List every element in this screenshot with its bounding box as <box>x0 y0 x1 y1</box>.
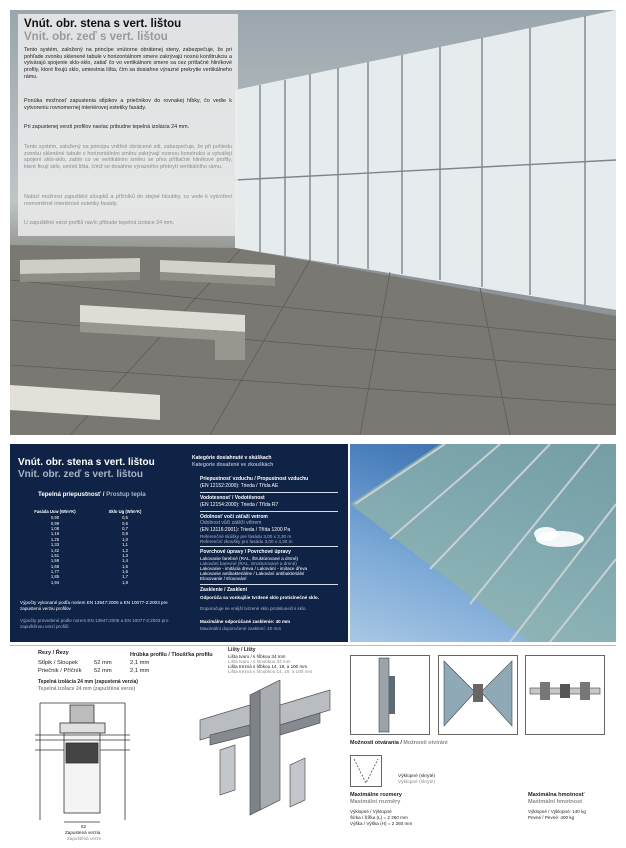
table-row <box>20 515 170 520</box>
wind-resistance-cz: Odolnost vůči zátěži větrem <box>200 520 262 526</box>
table-cell: 1,3 <box>122 552 128 558</box>
surface-item: Lakovanie - imitácia dreva / Lakování - imitace dřeva <box>200 566 308 571</box>
detail-drawing <box>439 656 517 734</box>
wind-ref-cz: Referenční zkoušky pro fasádu 3,00 x 3,30 m <box>200 539 293 544</box>
detail-drawing <box>351 656 429 734</box>
water-class: (EN 12154:2000): Trieda / Třída R7 <box>200 502 279 508</box>
table-cell: 1,8 <box>122 579 128 585</box>
glazing-title: Zasklenie / Zasklení <box>200 587 247 593</box>
surface-item: Eloxovanie / Eloxování <box>200 576 247 581</box>
facade-sky-illustration <box>350 444 616 642</box>
table-cell: 1,0 <box>122 536 128 542</box>
table-row <box>20 558 170 563</box>
top-hung-window-icon <box>350 755 382 787</box>
table-cell: 1,68 <box>50 563 60 569</box>
strip-item: Lišta tvaru / s hloubkou 34 mm <box>228 659 291 664</box>
sections-title: Rezy / Řezy <box>38 650 69 656</box>
table-cell: 1,42 <box>50 547 60 553</box>
max-weight-title-cz: Maximální hmotnost <box>528 799 583 805</box>
max-weight-tilt: Výklopné / Výklopné: 140 kg <box>528 809 586 814</box>
max-dimensions-title-sk: Maximálne rozmery <box>350 792 402 798</box>
insulation-cz: Tepelná izolace 24 mm (zapuštěná verze) <box>38 686 136 692</box>
surface-item: Lakování barevné (RAL, strukturované a drsné) <box>200 561 297 566</box>
table-cell: 1,7 <box>122 574 128 580</box>
intro-paragraph: U zapuštěné verzi profilů navíc přibude tepelná izolace 24 mm. <box>24 220 175 226</box>
thickness-title: Hrúbka profilu / Tloušťka profilu <box>130 652 213 658</box>
strip-item: Lišta trezná s hĺbkou 14, 19, a 100 mm <box>228 664 308 669</box>
table-cell: 1,16 <box>50 531 60 537</box>
transom-depth: 52 mm <box>94 668 112 674</box>
table-header <box>20 509 170 515</box>
transom-thickness: 2,1 mm <box>130 668 150 674</box>
intro-paragraph: Tento systém, založený na princípe vnútorne obrátenej steny, zabezpečuje, že pri pohľade zvonku sklenené tabule v horizontálnom smere zakrývajú nosnú konštrukciu a vytvárajú spojenie sklo-sklo, zatiaľ čo vo vertikálnom smere sa cez prítlačné hliníkové profily, ktoré fixujú sklo, umiestnia lišta, čím sa dosiahne výrazné prekrytie vertikálneho rámu. <box>24 47 232 80</box>
table-cell: 0,99 <box>50 520 60 526</box>
table-row <box>20 569 170 574</box>
table-cell: 1,1 <box>122 542 128 548</box>
table-row <box>20 547 170 552</box>
table-row <box>20 526 170 531</box>
table-row <box>20 574 170 579</box>
table-cell: 1,6 <box>122 569 128 575</box>
intro-paragraph: Nabízí možnost zapuštění sloupků a příčníků do stejné hloubky, co vede k vytvoření rovnoměrné interiérové estetiky fasády. <box>24 194 232 207</box>
table-row <box>20 531 170 536</box>
table-cell: 1,59 <box>50 558 60 564</box>
table-cell: 0,6 <box>122 520 128 526</box>
table-cell: 1,2 <box>122 547 128 553</box>
thermal-table <box>20 509 170 585</box>
intro-title-sk: Vnút. obr. stena s vert. lištou <box>24 18 182 30</box>
wind-ref-sk: Referenčné skúšky pre fasádu 3,00 x 3,30 m <box>200 534 292 539</box>
intro-paragraph: Tento systém, založený na principu vnitřně obrácené zdi, zabezpečuje, že při pohledu zvenku skleněné tabule v horizontálním směru zakrývají nosnou konstrukci a vytvářejí spojení sklo-sklo, zatím co ve vertikálním směru se přes přítlačné hliníkové profily, které fixují sklo, umístí lišta, čímž se dosáhne výrazného překrytí vertikálního rámu. <box>24 144 232 171</box>
thermal-note-sk: Výpočty vykonané podľa noriem EN 13947:2006 a EN 10077-2:2003 pre zapustenú verziu profilov <box>20 600 168 611</box>
detail-drawing <box>526 656 604 734</box>
table-row <box>20 580 170 585</box>
profile-3d-drawing <box>190 680 340 820</box>
table-cell: 1,51 <box>50 552 60 558</box>
strips-title: Lišty / Lišty <box>228 647 256 653</box>
max-weight-title-sk: Maximálna hmotnosť <box>528 792 585 798</box>
table-row <box>20 564 170 569</box>
air-permeability: Priepustnosť vzduchu / Propustnost vzduchu <box>200 476 309 482</box>
glazing-note-sk: Odporúča sa vonkajšie tvrdené sklo protislnečné sklo. <box>200 595 319 600</box>
table-cell: 1,08 <box>50 525 60 531</box>
thermal-title: Tepelná priepustnosť / Prostup tepla <box>38 491 146 498</box>
table-row <box>20 537 170 542</box>
section-drawing <box>30 695 135 835</box>
glazing-max-sk: Maximálne odporúčané zasklenie: 40 mm <box>200 619 291 624</box>
glazing-max-cz: Maximální doporučené zasklení: 40 mm <box>200 626 282 631</box>
col-header: Fasáda Ucw (W/m²K) <box>34 509 76 514</box>
intro-text-panel <box>18 14 238 236</box>
facade-photo-sky <box>350 444 616 642</box>
table-cell: 1,5 <box>122 563 128 569</box>
opening-item-sk: Výklopné (skryté) <box>398 774 436 779</box>
water-tightness: Vodotesnosť / Vodotěsnost <box>200 495 265 501</box>
drawing-caption-sk: Zapustená verzia <box>65 830 101 835</box>
col-header: Sklo Ug (W/m²K) <box>108 509 142 514</box>
insulation-sk: Tepelná izolácia 24 mm (zapustená verzia) <box>38 679 138 685</box>
drawing-dimension: 52 <box>81 824 87 829</box>
drawing-caption-cz: Zapuštěná verze <box>67 836 102 841</box>
table-cell: 1,4 <box>122 558 128 564</box>
surface-item: Lakovanie antibakteriálne / Lakování antibakteriální <box>200 571 305 576</box>
opening-item-cz: Výklopné (skryté) <box>398 780 436 785</box>
categories-title-sk: Kategórie dosiahnuté v skúškach <box>192 455 272 461</box>
max-dim-label: Výklopné / Výklopné <box>350 809 392 814</box>
table-cell: 0,8 <box>122 531 128 537</box>
categories-title-cz: Kategorie dosažené ve zkouškách <box>192 462 274 468</box>
detail-box-2 <box>438 655 518 735</box>
table-cell: 0,7 <box>122 525 128 531</box>
mullion-depth: 52 mm <box>94 660 112 666</box>
intro-title-cz: Vnit. obr. zeď s vert. lištou <box>24 31 168 43</box>
table-row <box>20 520 170 525</box>
max-dimensions-title-cz: Maximální rozměry <box>350 799 401 805</box>
transom-label: Priečnik / Příčník <box>38 668 82 674</box>
wind-resistance-sk: Odolnosť voči záťaži vetrom <box>200 514 268 520</box>
detail-box-1 <box>350 655 430 735</box>
table-cell: 1,33 <box>50 542 60 548</box>
table-row <box>20 542 170 547</box>
max-weight-fixed: Pevné / Pevné: 400 kg <box>528 815 575 820</box>
table-cell: 0,90 <box>50 515 60 521</box>
thermal-note-cz: Výpočty provedené podle norem EN 13947:2006 a EN 10077-2:2003 pro zapuštěnou verzi profilů <box>20 618 169 629</box>
spec-title-cz: Vnit. obr. zeď s vert. lištou <box>18 469 143 480</box>
max-height: Výška / Výška (H) = 2 260 mm <box>350 821 413 826</box>
table-cell: 1,85 <box>50 574 60 580</box>
mullion-thickness: 2,1 mm <box>130 660 150 666</box>
air-class: (EN 12152:2000): Trieda / Třída AE <box>200 483 279 489</box>
table-cell: 1,25 <box>50 536 60 542</box>
strip-item: Lišta trezná s hloubkou 14, 19, a 100 mm <box>228 669 313 674</box>
wind-class: (EN 13116:2001): Trieda / Třída 1200 Pa <box>200 527 291 533</box>
table-cell: 0,5 <box>122 515 128 521</box>
table-row <box>20 553 170 558</box>
table-cell: 1,77 <box>50 569 60 575</box>
strip-item: Lišta tvaru / s hĺbkou 34 mm <box>228 654 286 659</box>
spec-title-sk: Vnút. obr. stena s vert. lištou <box>18 457 155 468</box>
surface-title: Povrchové úpravy / Povrchové úpravy <box>200 549 291 555</box>
intro-paragraph: Pri zapustenej verzii profilov navíac pribudne tepelná izolácia 24 mm. <box>24 124 190 130</box>
glazing-note-cz: Doporučuje se vnější tvrzené sklo protisluneční sklo. <box>200 606 307 611</box>
table-cell: 1,94 <box>50 579 60 585</box>
intro-paragraph: Ponúka možnosť zapustenia stĺpikov a priečnikov do rovnakej hĺbky, čo vedie k vytvoreniu rovnomernej interiérovej estetiky fasády. <box>24 98 232 111</box>
opening-title: Možnosti otvárania / Možnosti otvírání <box>350 740 448 746</box>
max-width: Šírka / Šířka (L) = 2 260 mm <box>350 815 408 820</box>
surface-item: Lakovanie farebné (RAL, štruktúrované a drsné) <box>200 556 299 561</box>
mullion-label: Stĺpik / Sloupek <box>38 660 78 666</box>
detail-box-3 <box>525 655 605 735</box>
